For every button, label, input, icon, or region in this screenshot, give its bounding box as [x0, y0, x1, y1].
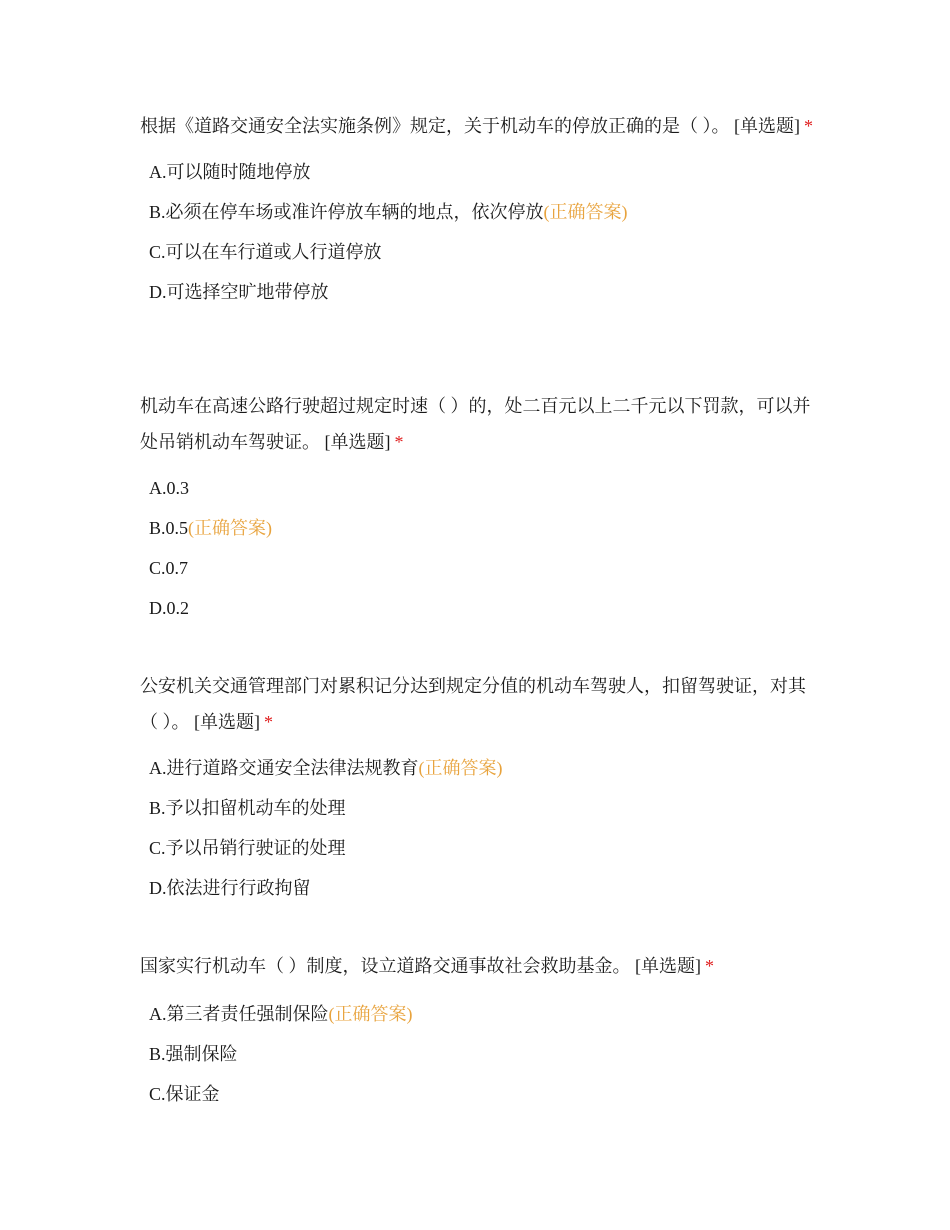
option-b [149, 796, 820, 820]
question-text: 根据《道路交通安全法实施条例》规定，关于机动车的停放正确的是（ ）。 [单选题] [140, 116, 800, 136]
option-list [140, 476, 820, 620]
option-list [140, 1002, 820, 1106]
option-a [149, 160, 820, 184]
option-d [149, 596, 820, 620]
option-a [149, 476, 820, 500]
question-stem [140, 948, 820, 984]
option-text: C.保证金 [149, 1084, 220, 1104]
option-c [149, 240, 820, 264]
option-d [149, 280, 820, 304]
question-1 [140, 108, 820, 320]
option-text: B.强制保险 [149, 1044, 238, 1064]
option-text: B.必须在停车场或准许停放车辆的地点，依次停放 [149, 202, 544, 222]
option-text: C.0.7 [149, 558, 189, 578]
option-list [140, 756, 820, 900]
option-c [149, 556, 820, 580]
correct-answer-note: (正确答案) [418, 758, 503, 778]
option-text: C.可以在车行道或人行道停放 [149, 242, 382, 262]
option-text: A.可以随时随地停放 [149, 162, 311, 182]
option-c [149, 836, 820, 860]
question-text: 机动车在高速公路行驶超过规定时速（ ）的，处二百元以上二千元以下罚款，可以并处吊销机动车驾驶证。 [单选题] [140, 396, 811, 452]
correct-answer-note: (正确答案) [188, 518, 273, 538]
option-b [149, 516, 820, 540]
question-text: 公安机关交通管理部门对累积记分达到规定分值的机动车驾驶人，扣留驾驶证，对其（ ）。 [单选题] [140, 676, 806, 732]
required-mark: * [264, 712, 273, 732]
option-text: D.可选择空旷地带停放 [149, 282, 329, 302]
option-text: D.依法进行行政拘留 [149, 878, 311, 898]
question-3 [140, 668, 820, 916]
option-text: A.进行道路交通安全法律法规教育 [149, 758, 419, 778]
required-mark: * [394, 432, 404, 452]
correct-answer-note: (正确答案) [328, 1004, 413, 1024]
option-text: C.予以吊销行驶证的处理 [149, 838, 346, 858]
question-stem [140, 108, 820, 144]
required-mark: * [804, 116, 813, 136]
option-b [149, 1042, 820, 1066]
option-a [149, 1002, 820, 1026]
option-text: B.予以扣留机动车的处理 [149, 798, 346, 818]
question-text: 国家实行机动车（ ）制度，设立道路交通事故社会救助基金。 [单选题] [140, 956, 701, 976]
option-text: A.第三者责任强制保险 [149, 1004, 329, 1024]
question-4 [140, 948, 820, 1122]
option-d [149, 876, 820, 900]
option-c [149, 1082, 820, 1106]
question-2 [140, 388, 820, 636]
option-text: D.0.2 [149, 598, 189, 618]
option-list [140, 160, 820, 304]
question-stem [140, 668, 820, 740]
option-text: B.0.5 [149, 518, 189, 538]
option-a [149, 756, 820, 780]
correct-answer-note: (正确答案) [543, 202, 628, 222]
question-stem [140, 388, 820, 460]
option-text: A.0.3 [149, 478, 189, 498]
option-b [149, 200, 820, 224]
required-mark: * [705, 956, 714, 976]
